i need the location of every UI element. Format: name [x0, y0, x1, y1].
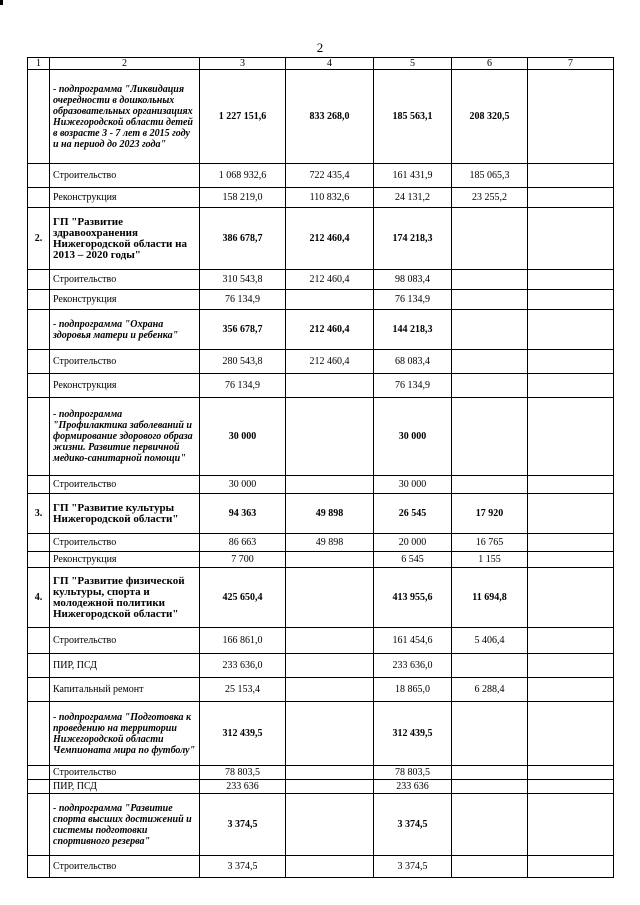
cell-value: 425 650,4	[200, 568, 286, 628]
row-name: Реконструкция	[50, 290, 200, 310]
cell-value	[452, 398, 528, 476]
cell-value: 312 439,5	[374, 702, 452, 766]
cell-value: 386 678,7	[200, 208, 286, 270]
row-name: - подпрограмма "Ликвидация очередности в дошкольных образовательных организациях Нижегородской области детей в возрасте 3 - 7 лет в 2015 году и на период до 2023 года"	[50, 70, 200, 164]
cell-value: 185 065,3	[452, 164, 528, 188]
table-row	[28, 494, 614, 534]
table-row	[28, 70, 614, 164]
row-name: Капитальный ремонт	[50, 678, 200, 702]
cell-value: 94 363	[200, 494, 286, 534]
cell-value: 174 218,3	[374, 208, 452, 270]
cell-value: 49 898	[286, 494, 374, 534]
row-name: Реконструкция	[50, 188, 200, 208]
cell-value: 212 460,4	[286, 350, 374, 374]
cell-value: 5 406,4	[452, 628, 528, 654]
table-row	[28, 654, 614, 678]
column-header: 1	[28, 58, 50, 70]
cell-value: 212 460,4	[286, 270, 374, 290]
cell-value: 7 700	[200, 552, 286, 568]
cell-value: 158 219,0	[200, 188, 286, 208]
cell-value: 233 636,0	[374, 654, 452, 678]
cell-value	[286, 780, 374, 794]
cell-value	[286, 678, 374, 702]
cell-value: 17 920	[452, 494, 528, 534]
row-name: Строительство	[50, 476, 200, 494]
cell-value: 11 694,8	[452, 568, 528, 628]
scan-mark	[0, 0, 3, 5]
row-name: Реконструкция	[50, 552, 200, 568]
table-row	[28, 780, 614, 794]
table-row	[28, 476, 614, 494]
row-number: 4.	[28, 568, 50, 628]
table-row	[28, 270, 614, 290]
cell-value: 30 000	[200, 398, 286, 476]
cell-value: 6 288,4	[452, 678, 528, 702]
table-row	[28, 856, 614, 878]
row-number: 2.	[28, 208, 50, 270]
row-name: - подпрограмма "Подготовка к проведению на территории Нижегородской области Чемпионата мира по футболу"	[50, 702, 200, 766]
cell-value	[452, 476, 528, 494]
cell-value	[452, 270, 528, 290]
row-number	[28, 70, 50, 164]
cell-value: 16 765	[452, 534, 528, 552]
table-row	[28, 766, 614, 780]
cell-value: 25 153,4	[200, 678, 286, 702]
cell-value: 1 155	[452, 552, 528, 568]
cell-value	[286, 398, 374, 476]
table-row	[28, 552, 614, 568]
cell-value	[286, 552, 374, 568]
cell-value	[286, 628, 374, 654]
table-row	[28, 188, 614, 208]
cell-value	[528, 70, 614, 164]
cell-value	[452, 350, 528, 374]
cell-value	[286, 290, 374, 310]
row-name: Строительство	[50, 766, 200, 780]
cell-value: 76 134,9	[200, 290, 286, 310]
cell-value: 3 374,5	[200, 856, 286, 878]
cell-value: 161 454,6	[374, 628, 452, 654]
table-row	[28, 568, 614, 628]
table-header-row	[28, 58, 614, 70]
cell-value: 68 083,4	[374, 350, 452, 374]
cell-value	[452, 290, 528, 310]
row-name: Строительство	[50, 534, 200, 552]
cell-value: 208 320,5	[452, 70, 528, 164]
column-header: 2	[50, 58, 200, 70]
cell-value: 144 218,3	[374, 310, 452, 350]
table-row	[28, 350, 614, 374]
cell-value: 161 431,9	[374, 164, 452, 188]
table-row	[28, 310, 614, 350]
cell-value: 23 255,2	[452, 188, 528, 208]
row-name: - подпрограмма "Профилактика заболеваний и формирование здорового образа жизни. Развитие первичной медико-санитарной помощи"	[50, 398, 200, 476]
cell-value	[452, 654, 528, 678]
table-row	[28, 290, 614, 310]
cell-value: 26 545	[374, 494, 452, 534]
column-header: 3	[200, 58, 286, 70]
row-name: Реконструкция	[50, 374, 200, 398]
cell-value	[452, 780, 528, 794]
cell-value	[452, 794, 528, 856]
cell-value	[286, 476, 374, 494]
cell-value: 24 131,2	[374, 188, 452, 208]
row-name: Строительство	[50, 628, 200, 654]
column-header: 4	[286, 58, 374, 70]
table-row	[28, 794, 614, 856]
table-row	[28, 374, 614, 398]
column-header: 5	[374, 58, 452, 70]
cell-value: 3 374,5	[374, 794, 452, 856]
row-name: Строительство	[50, 164, 200, 188]
row-name: ПИР, ПСД	[50, 780, 200, 794]
table-row	[28, 534, 614, 552]
cell-value: 98 083,4	[374, 270, 452, 290]
row-name: - подпрограмма "Развитие спорта высших достижений и системы подготовки спортивного резерва"	[50, 794, 200, 856]
page-number: 2	[316, 40, 324, 55]
budget-table	[27, 57, 614, 878]
cell-value	[452, 702, 528, 766]
cell-value	[286, 794, 374, 856]
cell-value: 18 865,0	[374, 678, 452, 702]
table-row	[28, 398, 614, 476]
row-name: ГП "Развитие культуры Нижегородской области"	[50, 494, 200, 534]
cell-value: 6 545	[374, 552, 452, 568]
cell-value	[286, 568, 374, 628]
cell-value: 78 803,5	[374, 766, 452, 780]
cell-value: 3 374,5	[374, 856, 452, 878]
cell-value: 833 268,0	[286, 70, 374, 164]
cell-value: 233 636	[374, 780, 452, 794]
table-row	[28, 164, 614, 188]
row-name: - подпрограмма "Охрана здоровья матери и ребенка"	[50, 310, 200, 350]
cell-value: 3 374,5	[200, 794, 286, 856]
cell-value: 212 460,4	[286, 208, 374, 270]
cell-value: 110 832,6	[286, 188, 374, 208]
cell-value	[286, 654, 374, 678]
table-row	[28, 628, 614, 654]
cell-value: 30 000	[374, 476, 452, 494]
table-row	[28, 702, 614, 766]
cell-value: 310 543,8	[200, 270, 286, 290]
cell-value: 280 543,8	[200, 350, 286, 374]
row-name: ПИР, ПСД	[50, 654, 200, 678]
cell-value: 30 000	[200, 476, 286, 494]
cell-value: 356 678,7	[200, 310, 286, 350]
cell-value	[452, 208, 528, 270]
cell-value: 185 563,1	[374, 70, 452, 164]
table-row	[28, 678, 614, 702]
row-number: 3.	[28, 494, 50, 534]
cell-value: 166 861,0	[200, 628, 286, 654]
cell-value: 312 439,5	[200, 702, 286, 766]
row-name: Строительство	[50, 270, 200, 290]
column-header: 6	[452, 58, 528, 70]
cell-value	[452, 766, 528, 780]
cell-value: 233 636,0	[200, 654, 286, 678]
cell-value: 30 000	[374, 398, 452, 476]
row-name: ГП "Развитие физической культуры, спорта и молодежной политики Нижегородской области"	[50, 568, 200, 628]
cell-value: 413 955,6	[374, 568, 452, 628]
cell-value	[286, 856, 374, 878]
cell-value: 212 460,4	[286, 310, 374, 350]
cell-value: 233 636	[200, 780, 286, 794]
cell-value	[452, 856, 528, 878]
cell-value	[286, 374, 374, 398]
column-header: 7	[528, 58, 614, 70]
cell-value: 20 000	[374, 534, 452, 552]
row-name: Строительство	[50, 350, 200, 374]
cell-value: 86 663	[200, 534, 286, 552]
cell-value	[286, 702, 374, 766]
cell-value: 1 227 151,6	[200, 70, 286, 164]
row-name: ГП "Развитие здравоохранения Нижегородской области на 2013 – 2020 годы"	[50, 208, 200, 270]
row-name: Строительство	[50, 856, 200, 878]
cell-value: 76 134,9	[374, 374, 452, 398]
cell-value: 76 134,9	[200, 374, 286, 398]
table-row	[28, 208, 614, 270]
cell-value	[452, 310, 528, 350]
cell-value: 722 435,4	[286, 164, 374, 188]
cell-value: 49 898	[286, 534, 374, 552]
cell-value: 78 803,5	[200, 766, 286, 780]
cell-value	[286, 766, 374, 780]
cell-value	[452, 374, 528, 398]
cell-value: 76 134,9	[374, 290, 452, 310]
cell-value: 1 068 932,6	[200, 164, 286, 188]
